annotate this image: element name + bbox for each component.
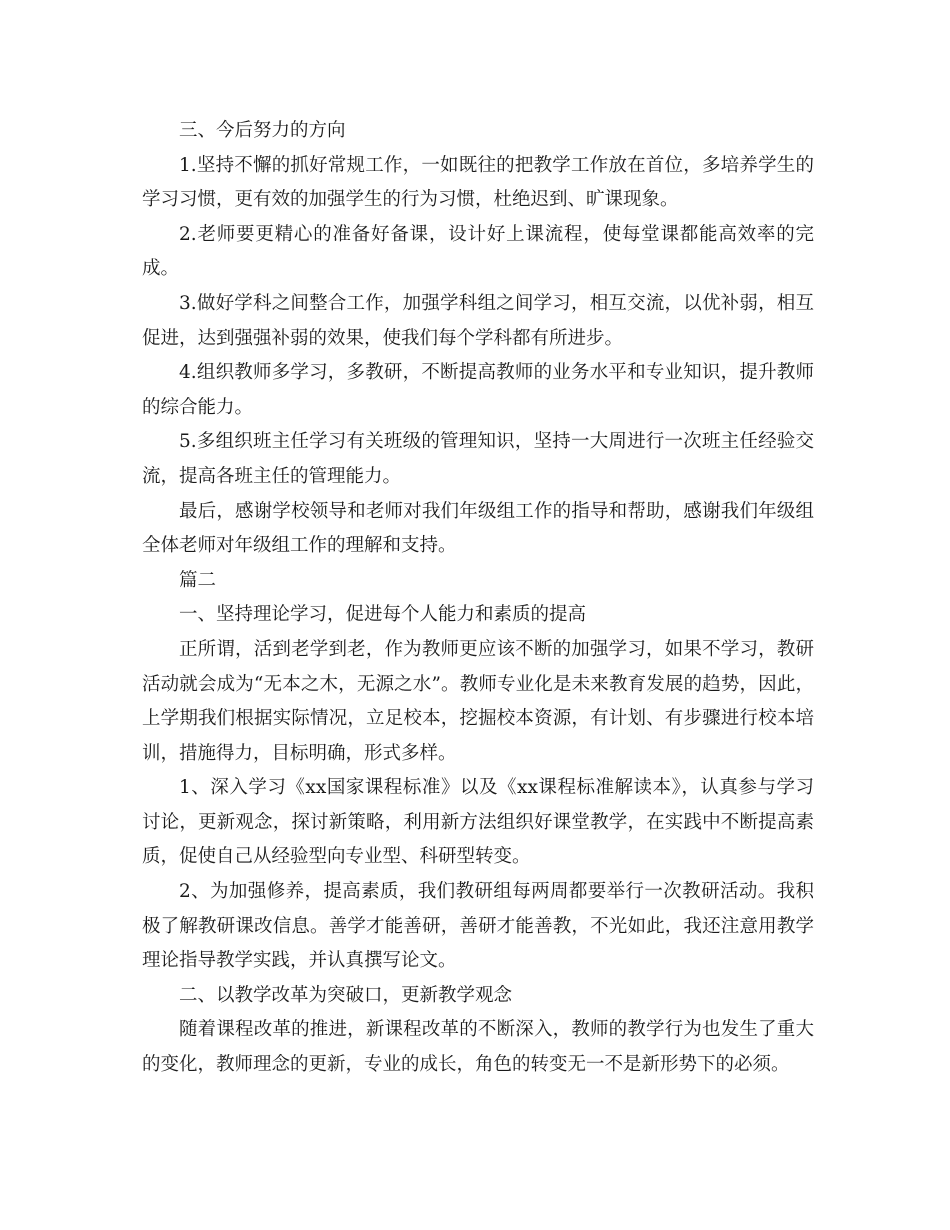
paragraph: 2.老师要更精心的准备好备课，设计好上课流程，使每堂课都能高效率的完成。 bbox=[142, 223, 814, 280]
paragraph: 4.组织教师多学习，多教研，不断提高教师的业务水平和专业知识，提升教师的综合能力。 bbox=[142, 362, 814, 418]
document-body bbox=[142, 114, 814, 1083]
section-heading: 一、坚持理论学习，促进每个人能力和素质的提高 bbox=[179, 604, 587, 626]
paragraph: 随着课程改革的推进，新课程改革的不断深入，教师的教学行为也发生了重大的变化，教师理念的更新，专业的成长，角色的转变无一不是新形势下的必须。 bbox=[142, 1019, 814, 1076]
section-heading: 二、以教学改革为突破口，更新教学观念 bbox=[179, 984, 513, 1006]
section-title: 篇二 bbox=[179, 569, 217, 591]
paragraph: 3.做好学科之间整合工作，加强学科组之间学习，相互交流，以优补弱，相互促进，达到强强补弱的效果，使我们每个学科都有所进步。 bbox=[142, 292, 814, 349]
paragraph: 正所谓，活到老学到老，作为教师更应该不断的加强学习，如果不学习，教研活动就会成为“无本之木，无源之水”。教师专业化是未来教育发展的趋势，因此，上学期我们根据实际情况，立足校本，挖掘校本资源，有计划、有步骤进行校本培训，措施得力，目标明确，形式多样。 bbox=[142, 638, 814, 764]
paragraph: 最后，感谢学校领导和老师对我们年级组工作的指导和帮助，感谢我们年级组全体老师对年级组工作的理解和支持。 bbox=[142, 500, 814, 557]
section-heading: 三、今后努力的方向 bbox=[179, 120, 346, 141]
paragraph: 2、为加强修养，提高素质，我们教研组每两周都要举行一次教研活动。我积极了解教研课改信息。善学才能善研，善研才能善教，不光如此，我还注意用教学理论指导教学实践，并认真撰写论文。 bbox=[142, 881, 814, 972]
paragraph: 1.坚持不懈的抓好常规工作，一如既往的把教学工作放在首位，多培养学生的学习习惯，更有效的加强学生的行为习惯，杜绝迟到、旷课现象。 bbox=[142, 154, 814, 211]
paragraph: 1、深入学习《xx国家课程标准》以及《xx课程标准解读本》，认真参与学习讨论，更新观念，探讨新策略，利用新方法组织好课堂教学，在实践中不断提高素质，促使自己从经验型向专业型、科研型转变。 bbox=[142, 777, 814, 868]
paragraph: 5.多组织班主任学习有关班级的管理知识，坚持一大周进行一次班主任经验交流，提高各班主任的管理能力。 bbox=[142, 431, 814, 487]
